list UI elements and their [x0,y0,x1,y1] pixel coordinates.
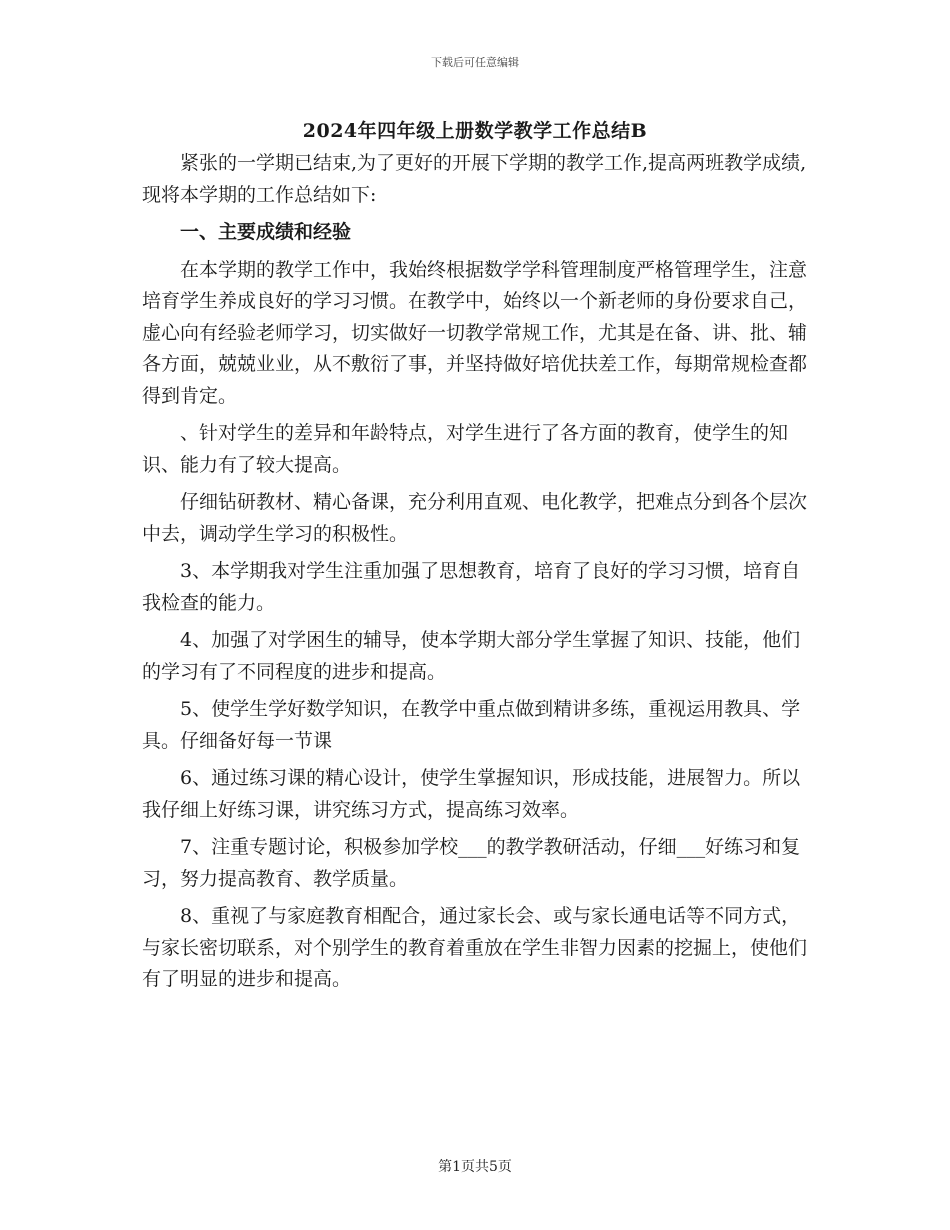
paragraph-8: 7、注重专题讨论，积极参加学校___的教学教研活动，仔细___好练习和复习，努力提高教育、教学质量。 [142,836,801,890]
intro-paragraph: 紧张的一学期已结束,为了更好的开展下学期的教学工作,提高两班教学成绩,现将本学期的工作总结如下: [142,152,807,206]
paragraph-6: 5、使学生学好数学知识，在教学中重点做到精讲多练，重视运用教具、学具。仔细备好每一节课 [142,698,801,752]
paragraph-7: 6、通过练习课的精心设计，使学生掌握知识，形成技能，进展智力。所以我仔细上好练习课，讲究练习方式，提高练习效率。 [142,767,801,821]
paragraph-2: 、针对学生的差异和年龄特点，对学生进行了各方面的教育，使学生的知识、能力有了较大提高。 [142,422,789,476]
paragraph-3: 仔细钻研教材、精心备课，充分利用直观、电化教学，把难点分到各个层次中去，调动学生学习的积极性。 [142,491,808,545]
document-body [142,148,812,1002]
page-footer: 第1页共5页 [438,1159,512,1175]
document-title: 2024年四年级上册数学教学工作总结B [302,120,648,142]
paragraph-9: 8、重视了与家庭教育相配合，通过家长会、或与家长通电话等不同方式，与家长密切联系，对个别学生的教育着重放在学生非智力因素的挖掘上，使他们有了明显的进步和提高。 [142,905,808,990]
paragraph-4: 3、本学期我对学生注重加强了思想教育，培育了良好的学习习惯，培育自我检查的能力。 [142,560,801,614]
paragraph-1: 在本学期的教学工作中，我始终根据数学学科管理制度严格管理学生，注意培育学生养成良好的学习习惯。在教学中，始终以一个新老师的身份要求自己，虚心向有经验老师学习，切实做好一切教学常规工作，尤其是在备、讲、批、辅各方面，兢兢业业，从不敷衍了事，并坚持做好培优扶差工作，每期常规检查都得到肯定。 [142,258,808,407]
header-note: 下载后可任意编辑 [431,56,519,69]
section-heading: 一、主要成绩和经验 [180,221,352,243]
paragraph-5: 4、加强了对学困生的辅导，使本学期大部分学生掌握了知识、技能，他们的学习有了不同程度的进步和提高。 [142,629,801,683]
